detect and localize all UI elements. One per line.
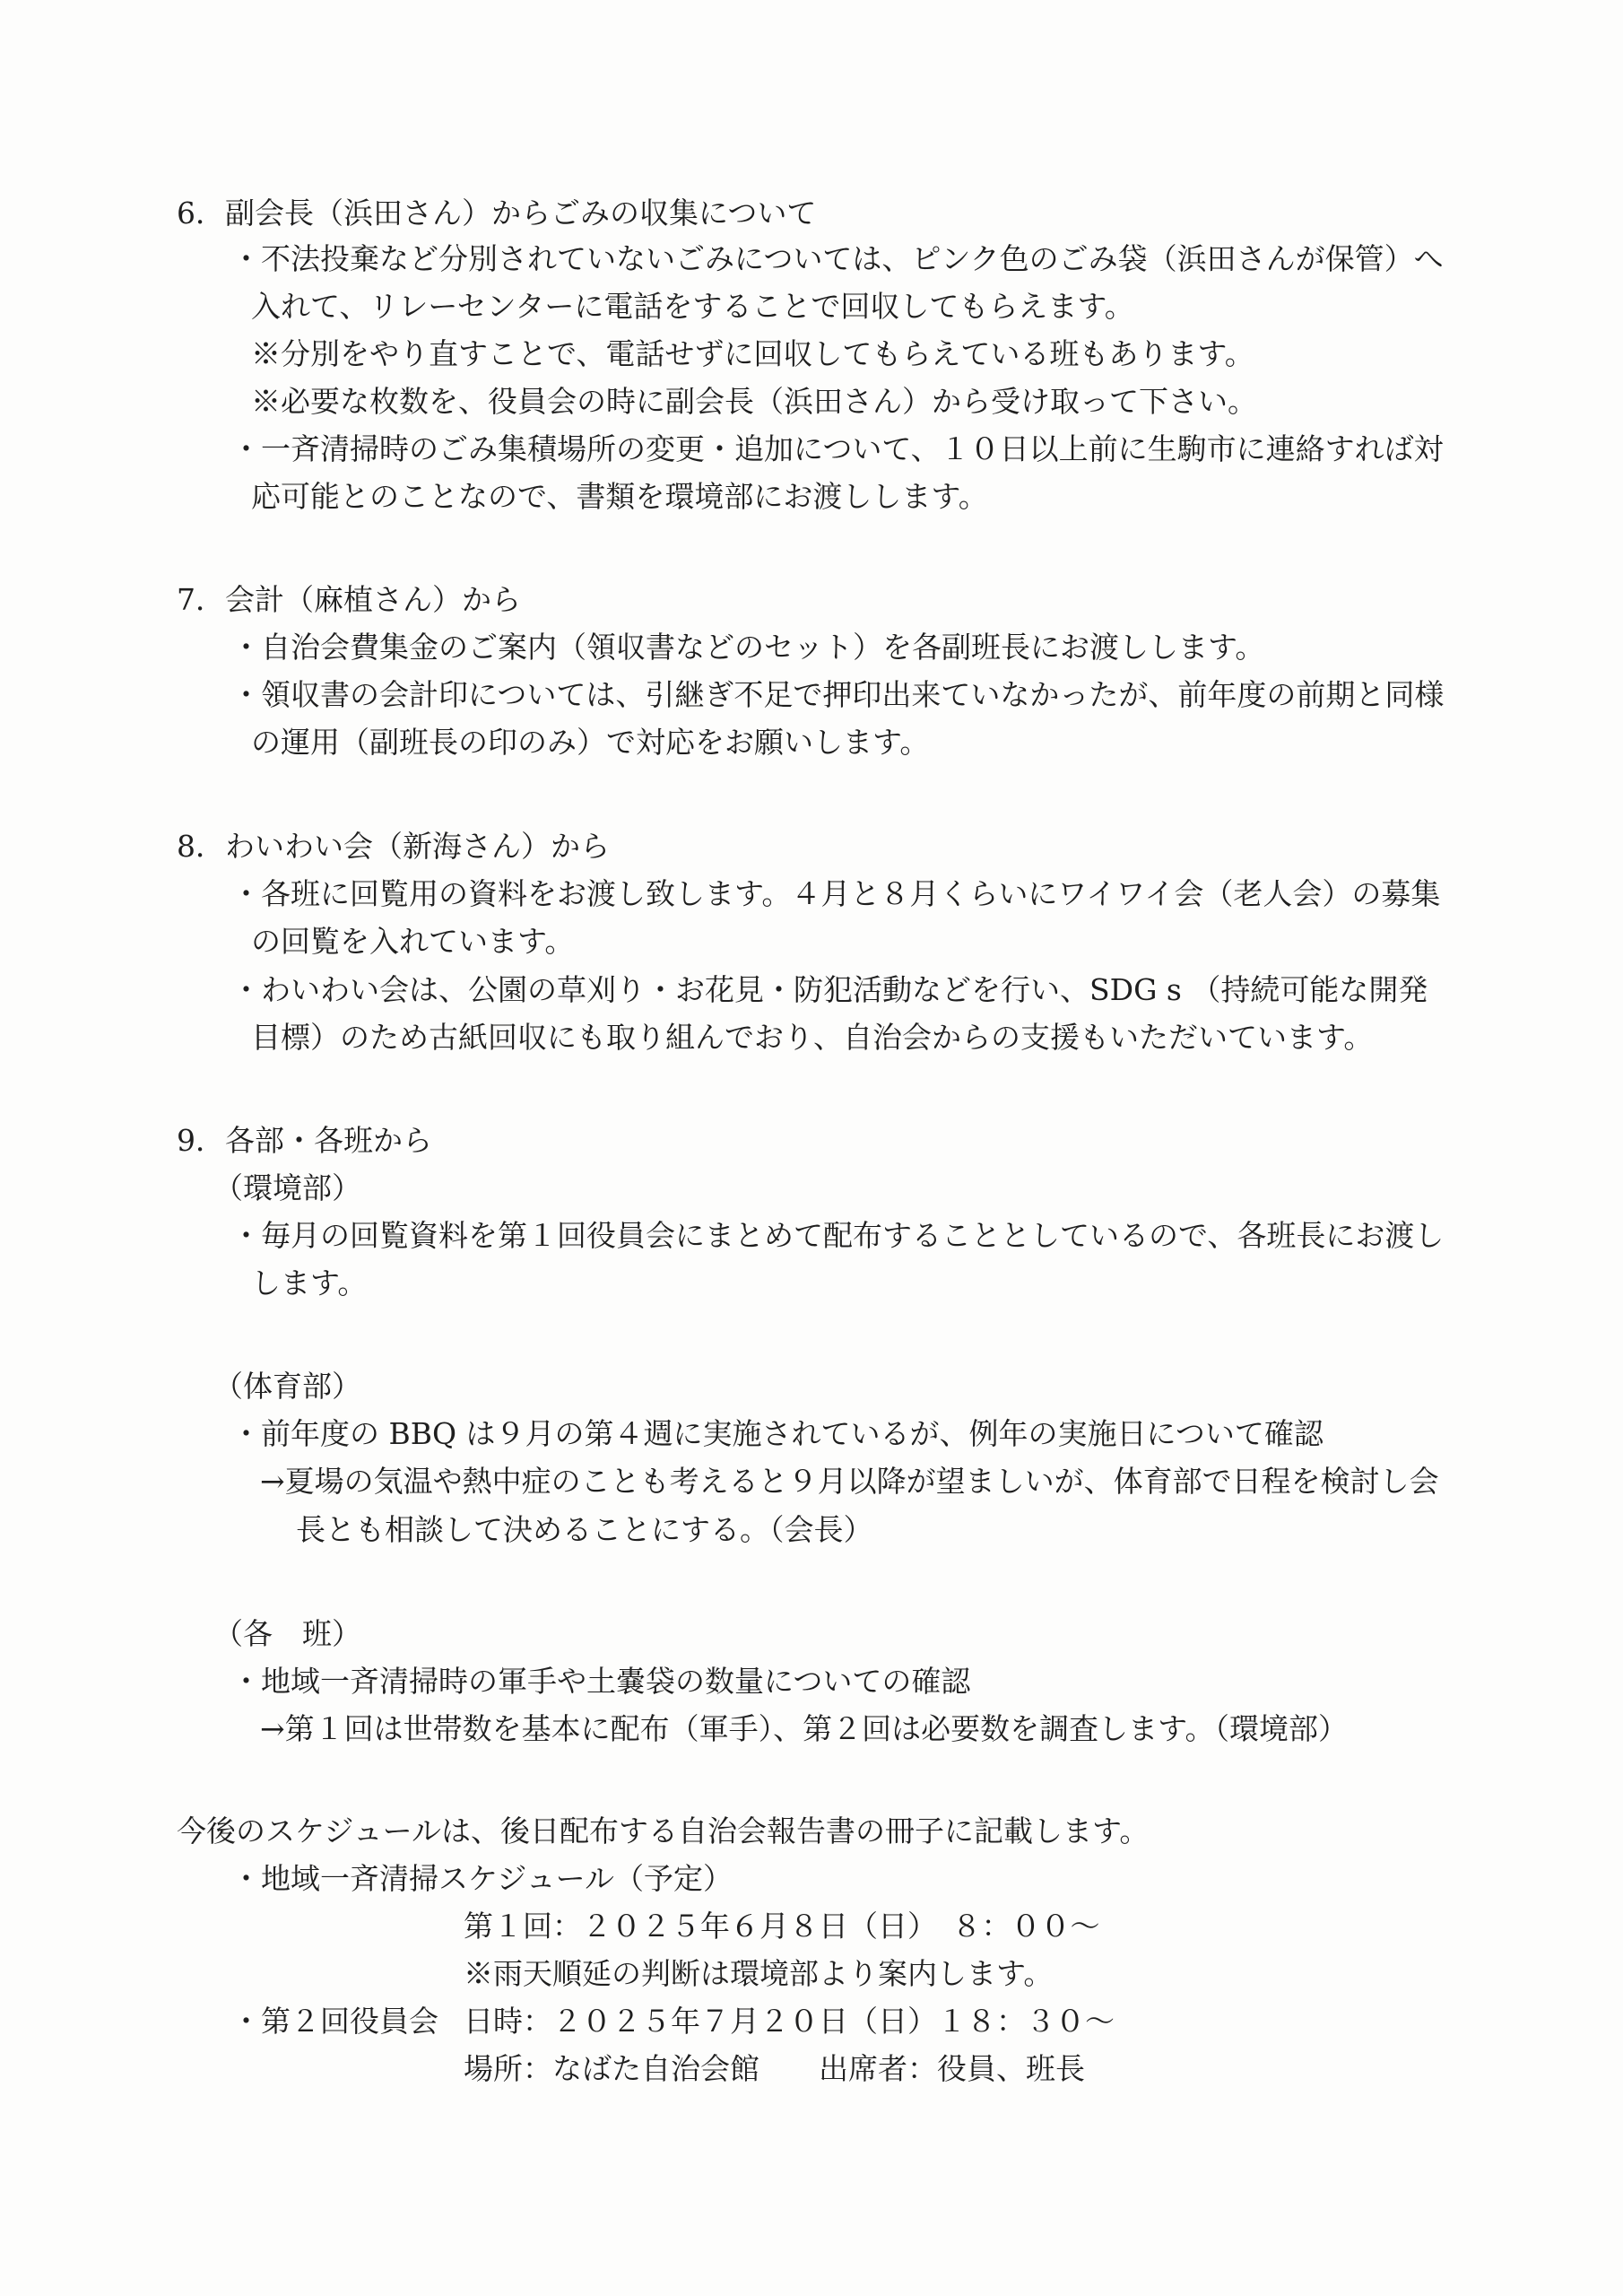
section-7-bullet-2-line-2: の運用（副班長の印のみ）で対応をお願いします。: [251, 725, 930, 760]
section-6-heading: 6．副会長（浜田さん）からごみの収集について: [177, 196, 817, 230]
section-7-bullet-1: ・自治会費集金のご案内（領収書などのセット）を各副班長にお渡しします。: [231, 630, 1265, 665]
section-8-heading: 8．わいわい会（新海さん）から: [177, 829, 610, 864]
meeting-datetime: 日時：２０２５年７月２０日（日）１８：３０～: [464, 2004, 1115, 2039]
section-6-note-1: ※分別をやり直すことで、電話せずに回収してもらえている班もあります。: [251, 336, 1254, 371]
section-9-heading: 9．各部・各班から: [177, 1123, 432, 1158]
sports-dept-reply-line-2: 長とも相談して決めることにする。（会長）: [296, 1512, 873, 1547]
section-6-note-2: ※必要な枚数を、役員会の時に副会長（浜田さん）から受け取って下さい。: [251, 384, 1257, 419]
meeting-place: 場所：なばた自治会館 出席者：役員、班長: [464, 2051, 1085, 2086]
schedule-intro: 今後のスケジュールは、後日配布する自治会報告書の冊子に記載します。: [177, 1813, 1150, 1848]
each-han-label: （各 班）: [213, 1616, 361, 1651]
section-7-heading: 7．会計（麻植さん）から: [177, 582, 521, 617]
environment-dept-bullet-line-1: ・毎月の回覧資料を第１回役員会にまとめて配布することとしているので、各班長にお渡し: [231, 1218, 1445, 1253]
sports-dept-reply-line-1: →夏場の気温や熱中症のことも考えると９月以降が望ましいが、体育部で日程を検討し会: [260, 1464, 1439, 1499]
environment-dept-bullet-line-2: します。: [251, 1265, 368, 1300]
each-han-bullet: ・地域一斉清掃時の軍手や土嚢袋の数量についての確認: [231, 1664, 971, 1699]
cleanup-rain-note: ※雨天順延の判断は環境部より案内します。: [464, 1956, 1054, 1991]
each-han-reply: →第１回は世帯数を基本に配布（軍手）、第２回は必要数を調査します。（環境部）: [260, 1711, 1349, 1746]
section-6-bullet-1-line-2: 入れて、リレーセンターに電話をすることで回収してもらえます。: [251, 289, 1134, 324]
sports-dept-label: （体育部）: [213, 1369, 361, 1404]
section-7-bullet-2-line-1: ・領収書の会計印については、引継ぎ不足で押印出来ていなかったが、前年度の前期と同様: [231, 677, 1445, 712]
meeting-label: ・第２回役員会: [231, 2004, 438, 2039]
section-6-bullet-2-line-2: 応可能とのことなので、書類を環境部にお渡しします。: [251, 479, 988, 514]
cleanup-schedule-label: ・地域一斉清掃スケジュール（予定）: [231, 1861, 733, 1896]
section-6-bullet-1-line-1: ・不法投棄など分別されていないごみについては、ピンク色のごみ袋（浜田さんが保管）へ: [231, 241, 1444, 276]
section-8-bullet-1-line-2: の回覧を入れています。: [251, 924, 575, 959]
section-8-bullet-2-line-2: 目標）のため古紙回収にも取り組んでおり、自治会からの支援もいただいています。: [251, 1020, 1374, 1055]
environment-dept-label: （環境部）: [213, 1170, 361, 1205]
section-8-bullet-1-line-1: ・各班に回覧用の資料をお渡し致します。４月と８月くらいにワイワイ会（老人会）の募集: [231, 876, 1441, 911]
section-6-bullet-2-line-1: ・一斉清掃時のごみ集積場所の変更・追加について、１０日以上前に生駒市に連絡すれば対: [231, 431, 1444, 466]
sports-dept-bullet: ・前年度の BBQ は９月の第４週に実施されているが、例年の実施日について確認: [231, 1416, 1324, 1451]
cleanup-date: 第１回：２０２５年６月８日（日） ８：００～: [464, 1909, 1100, 1944]
section-8-bullet-2-line-1: ・わいわい会は、公園の草刈り・お花見・防犯活動などを行い、SDG s （持続可能な開発: [231, 972, 1428, 1007]
